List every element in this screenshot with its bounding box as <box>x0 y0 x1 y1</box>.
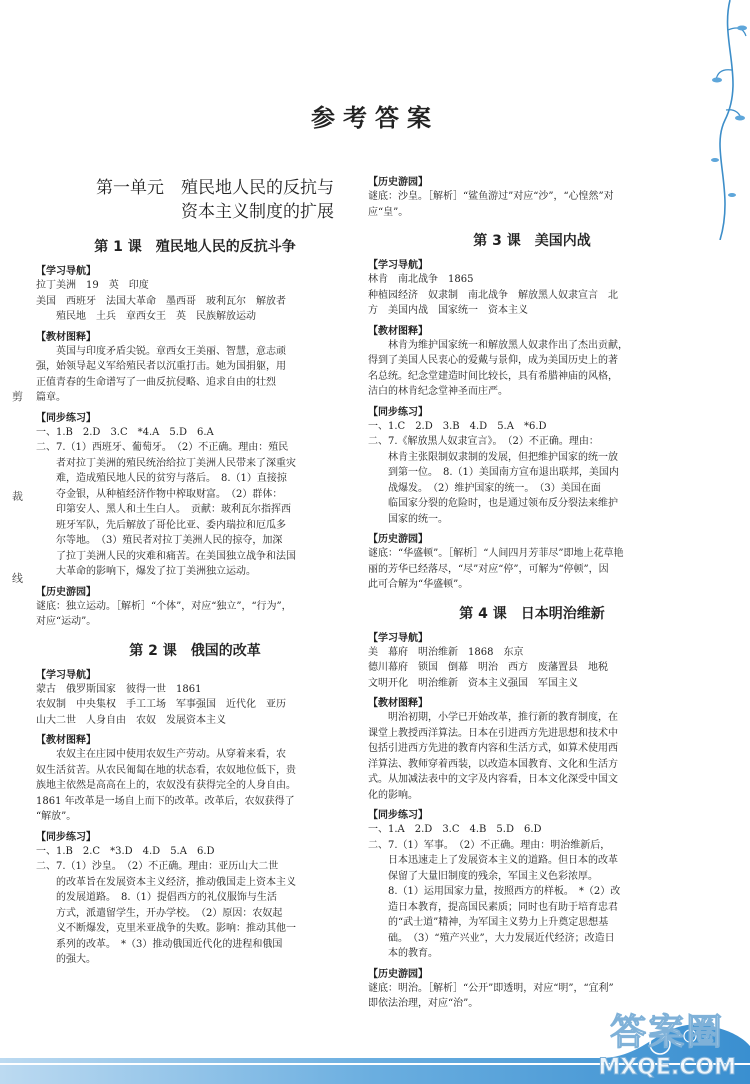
text-line: 殖民地 土兵 章西女王 英 民族解放运动 <box>36 311 256 322</box>
text-line: 础。 （3）“殖产兴业”，大力发展近代经济；改造日 <box>368 932 615 944</box>
text-line: 得到了美国人民衷心的爱戴与景仰，成为美国历史上的著 <box>368 355 618 366</box>
lesson-block <box>36 640 354 968</box>
text-line: 二、7.（1）沙皇。 （2）不正确。理由：亚历山大二世 <box>36 861 279 872</box>
text-line: 日本迅速走上了发展资本主义的道路。但日本的改革 <box>368 855 618 866</box>
watermark <box>598 1004 736 1080</box>
text-line: 林肯 南北战争 1865 <box>368 274 474 285</box>
lesson-title: 第 3 课 美国内战 <box>473 233 591 249</box>
text-line: 谜底：明治。［解析］“公开”即透明，对应“明”，“宜利” <box>368 982 614 994</box>
text-line: 谜底：独立运动。［解析］“个体”，对应“独立”，“行为”， <box>36 600 292 612</box>
text-line: 二、7.（1）西班牙、葡萄牙。 （2）不正确。理由：殖民 <box>36 442 289 453</box>
text-line: 奴生活贫苦。从农民匍匐在地的状态看，农奴地位低下，贵 <box>36 764 296 776</box>
text-line: 班牙军队，先后解放了哥伦比亚、委内瑞拉和厄瓜多 <box>36 519 286 531</box>
left-column <box>36 170 354 968</box>
text-line: 族地主依然是高高在上的，农奴没有获得完全的人身自由。 <box>36 780 296 791</box>
text-line: 印第安人、黑人和土生白人。 贡献：玻利瓦尔指挥西 <box>36 504 291 515</box>
text-line: 国家的统一。 <box>368 513 448 525</box>
section-heading: 【同步练习】 <box>36 831 96 843</box>
text-line: 林肯为维护国家统一和解放黑人奴隶作出了杰出贡献， <box>368 339 628 351</box>
lesson-title: 第 1 课 殖民地人民的反抗斗争 <box>94 239 296 255</box>
section-heading: 【学习导航】 <box>368 260 428 271</box>
section-heading: 【学习导航】 <box>36 669 96 681</box>
watermark-en: MXQE.COM <box>598 1055 736 1080</box>
text-line: 明治初期，小学已开始改革，推行新的教育制度，在 <box>368 712 618 723</box>
text-line: 临国家分裂的危险时，也是通过领布反分裂法来维护 <box>368 498 618 509</box>
lesson-block <box>368 230 696 593</box>
text-line: 化的影响。 <box>368 789 418 801</box>
text-line: 丽的芳华已经落尽，“尽”对应“停”，可解为“停顿”，因 <box>368 563 609 575</box>
text-line: 本的教育。 <box>368 948 438 959</box>
text-line: “解放”。 <box>36 811 77 822</box>
text-line: 一、1.B 2.D 3.C *4.A 5.D 6.A <box>36 426 214 438</box>
text-line: 即依法治理，对应“治”。 <box>368 998 479 1009</box>
text-line: 难，造成殖民地人民的贫穷与落后。 8.（1）直接掠 <box>36 473 287 484</box>
section-heading: 【教材图释】 <box>368 698 428 709</box>
text-line: 谜底：“华盛顿”。［解析］“人间四月芳菲尽”即地上花草艳 <box>368 548 624 559</box>
text-line: 造日本教育，提高国民素质；同时也有助于培育忠君 <box>368 901 618 913</box>
section-heading: 【同步练习】 <box>36 412 96 424</box>
vine-decoration <box>690 0 750 240</box>
text-line: 二、7.（1）军事。 （2）不正确。理由：明治维新后， <box>368 839 611 851</box>
text-line: 洋算法、教师穿着西装，以改造本国教育、文化和生活方 <box>368 758 618 770</box>
section-heading: 【学习导航】 <box>36 266 96 277</box>
text-line: 农奴制 中央集权 手工工场 军事强国 近代化 亚历 <box>36 699 286 710</box>
section-heading: 【同步练习】 <box>368 406 428 418</box>
section-heading: 【历史游园】 <box>368 534 428 545</box>
section-heading: 【历史游园】 <box>368 968 428 980</box>
text-line: 美 幕府 明治维新 1868 东京 <box>368 646 524 658</box>
section-heading: 【同步练习】 <box>368 810 428 821</box>
text-line: 一、1.B 2.C *3.D 4.D 5.A 6.D <box>36 845 215 857</box>
section-heading: 【历史游园】 <box>36 586 96 598</box>
text-line: 文明开化 明治维新 资本主义强国 军国主义 <box>368 677 578 689</box>
text-line: 保留了大量旧制度的残余，军国主义色彩浓厚。 <box>368 870 598 882</box>
section-heading: 【教材图释】 <box>368 325 428 337</box>
text-line: 二、7.《解放黑人奴隶宣言》。 （2）不正确。理由： <box>368 436 599 447</box>
text-line: 大革命的影响下，爆发了拉丁美洲独立运动。 <box>36 566 256 577</box>
text-line: 一、1.A 2.D 3.C 4.B 5.D 6.D <box>368 824 542 835</box>
section-heading: 【教材图释】 <box>36 331 96 343</box>
lesson-block <box>36 236 354 630</box>
text-line: 农奴主在庄园中使用农奴生产劳动。从穿着来看，农 <box>36 749 286 760</box>
lesson-title: 第 4 课 日本明治维新 <box>459 605 605 622</box>
text-line: 系列的改革。 *（3）推动俄国近代化的进程和俄国 <box>36 938 283 950</box>
lesson-block <box>368 603 696 1012</box>
text-line: 美国 西班牙 法国大革命 墨西哥 玻利瓦尔 解放者 <box>36 295 286 307</box>
text-line: 义不断爆发，克里米亚战争的失败。影响：推动其他一 <box>36 923 296 934</box>
text-line: 强，始领导起义军给殖民者以沉重打击。她为国捐躯，用 <box>36 361 286 372</box>
text-line: 者对拉丁美洲的殖民统治给拉丁美洲人民带来了深重灾 <box>36 457 296 469</box>
text-line: 一、1.C 2.D 3.B 4.D 5.A *6.D <box>368 420 547 432</box>
text-line: 林肯主张限制奴隶制的发展，但把维护国家的统一放 <box>368 451 618 463</box>
text-line: 洁白的林肯纪念堂神圣而庄严。 <box>368 386 508 397</box>
cut-mark-2: 裁 <box>12 490 23 503</box>
unit-title-line-2: 资本主义制度的扩展 <box>181 202 334 222</box>
section-heading: 【学习导航】 <box>368 632 428 644</box>
lesson-title: 第 2 课 俄国的改革 <box>129 642 261 659</box>
text-line: 了拉丁美洲人民的灾难和痛苦。在美国独立战争和法国 <box>36 550 296 562</box>
cut-mark-1: 剪 <box>12 390 23 403</box>
text-line: 的改革旨在发展资本主义经济，推动俄国走上资本主义 <box>36 876 296 888</box>
text-line: 名总统。纪念堂建造时间比较长，具有希腊神庙的风格， <box>368 370 618 382</box>
text-line: 1861 年改革是一场自上而下的改革。改革后，农奴获得了 <box>36 795 295 807</box>
text-line: 到第一位。 8.（1）美国南方宣布退出联邦，美国内 <box>368 467 619 478</box>
text-line: 正值青春的生命谱写了一曲反抗侵略、追求自由的壮烈 <box>36 376 276 388</box>
text-line: 方式，派遣留学生，开办学校。 （2）原因：农奴起 <box>36 907 283 919</box>
section-heading: 【历史游园】 <box>368 177 428 188</box>
text-line: 8.（1）运用国家力量，按照西方的样板。 *（2）改 <box>368 886 621 897</box>
text-line: 课堂上教授西洋算法。日本在引进西方先进思想和技术中 <box>368 727 618 739</box>
unit-title <box>36 176 354 224</box>
text-line: 方 美国内战 国家统一 资本主义 <box>368 305 528 316</box>
text-line: 包括引进西方先进的教育内容和生活方式，如算术使用西 <box>368 743 618 754</box>
text-line: 此可合解为“华盛顿”。 <box>368 579 469 590</box>
right-column <box>368 170 696 1012</box>
text-line: 的发展道路。 8.（1）提倡西方的礼仪服饰与生活 <box>36 892 277 903</box>
text-line: 谜底：沙皇。［解析］“鲨鱼游过”对应“沙”，“心惶然”对 <box>368 191 614 202</box>
text-line: 式。从加减法表中的文字及内容看，日本文化深受中国文 <box>368 774 618 785</box>
text-line: 德川幕府 锁国 倒幕 明治 西方 废藩置县 地税 <box>368 662 608 673</box>
page-title: 参考答案 <box>311 103 439 132</box>
text-line: 对应“运动”。 <box>36 616 97 627</box>
text-line: 尔等地。 （3）殖民者对拉丁美洲人民的掠夺，加深 <box>36 535 283 546</box>
text-line: 的强大。 <box>36 954 96 965</box>
text-line: 山大二世 人身自由 农奴 发展资本主义 <box>36 714 226 726</box>
text-line: 英国与印度矛盾尖锐。章西女王美丽、智慧，意志顽 <box>36 345 286 357</box>
text-line: 拉丁美洲 19 英 印度 <box>36 280 149 291</box>
text-line: 夺金银，从种植经济作物中榨取财富。 （2）群体： <box>36 488 283 500</box>
section-heading: 【教材图释】 <box>36 735 96 746</box>
text-line: 蒙古 俄罗斯国家 彼得一世 1861 <box>36 683 202 695</box>
text-line: 的“武士道”精神，为军国主义势力上升奠定思想基 <box>368 917 609 928</box>
text-line: 应“皇”。 <box>368 206 409 218</box>
text-line: 战爆发。 （2）维护国家的统一。 （3）美国在面 <box>368 482 601 494</box>
unit-title-line-1: 第一单元 殖民地人民的反抗与 <box>96 178 334 198</box>
cut-mark-3: 线 <box>12 572 23 585</box>
text-line: 种植园经济 奴隶制 南北战争 解放黑人奴隶宣言 北 <box>368 289 618 301</box>
text-line: 篇章。 <box>36 392 66 403</box>
watermark-cn: 答案圈 <box>610 1012 725 1053</box>
